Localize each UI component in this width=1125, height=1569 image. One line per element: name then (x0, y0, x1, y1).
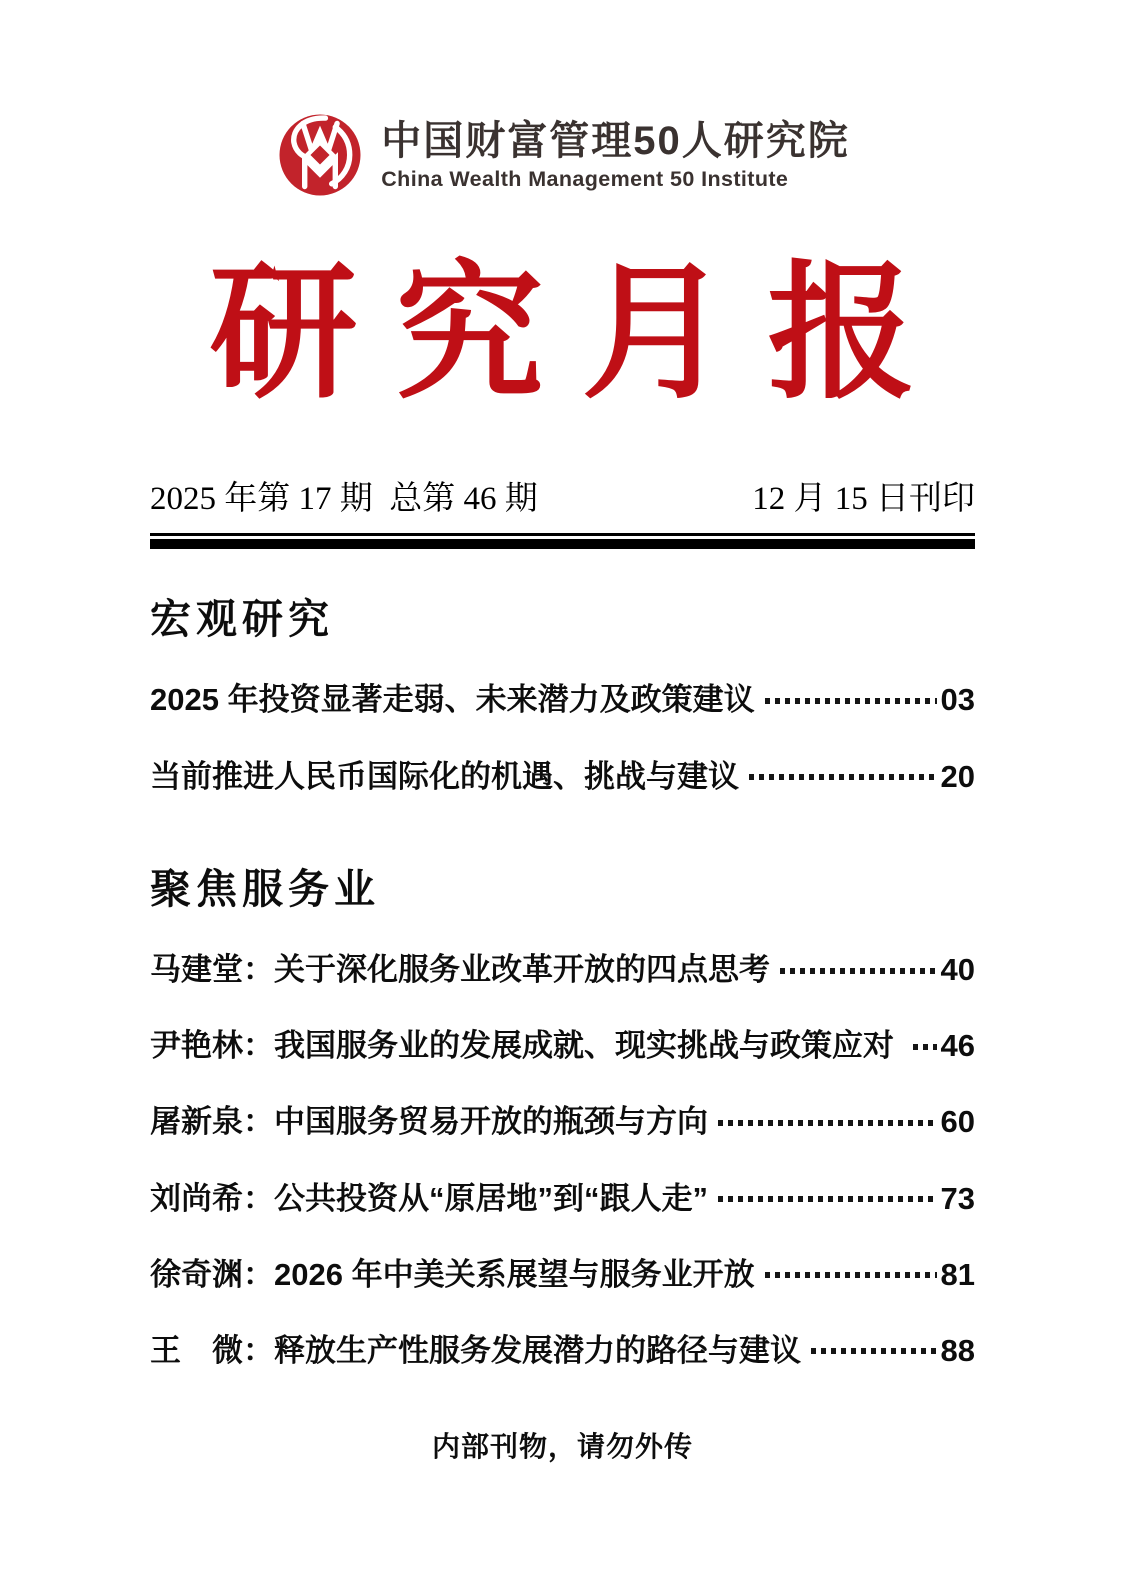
entry-page-number: 40 (940, 951, 975, 987)
entry-page-number: 03 (940, 682, 975, 718)
toc-entry (150, 1180, 975, 1217)
entry-title: 屠新泉：中国服务贸易开放的瓶颈与方向 (150, 1104, 708, 1140)
entry-page-number: 60 (940, 1104, 975, 1140)
entry-page-number: 73 (940, 1180, 975, 1216)
org-names (381, 118, 850, 192)
toc-entry (150, 758, 975, 795)
publication-title: 研究月报 (209, 245, 954, 419)
dot-leader (718, 1120, 937, 1126)
toc-entry (150, 1256, 975, 1293)
toc-entry (150, 681, 975, 718)
entry-page-number: 88 (940, 1332, 975, 1368)
dot-leader (913, 1044, 937, 1050)
org-name-en: China Wealth Management 50 Institute (381, 167, 789, 191)
dot-leader (749, 774, 937, 780)
toc-entry (150, 1027, 975, 1064)
print-date: 12 月 15 日刊印 (752, 481, 975, 518)
dot-leader (811, 1348, 937, 1354)
cwm50-logo-icon (275, 110, 365, 200)
dot-leader (780, 968, 937, 974)
dot-leader (765, 698, 937, 704)
rule-thick (150, 539, 975, 549)
section-heading-services: 聚焦服务业 (150, 865, 380, 912)
entry-title: 刘尚希：公共投资从“原居地”到“跟人走” (150, 1180, 708, 1216)
toc-entry (150, 951, 975, 988)
confidentiality-note: 内部刊物，请勿外传 (431, 1431, 693, 1462)
entry-title: 尹艳林：我国服务业的发展成就、现实挑战与政策应对 (150, 1028, 903, 1064)
header-rules (150, 533, 975, 549)
section-heading-macro: 宏观研究 (150, 596, 334, 643)
entry-title: 徐奇渊：2026 年中美关系展望与服务业开放 (150, 1256, 755, 1292)
rule-thin (150, 533, 975, 536)
org-name-cn: 中国财富管理50人研究院 (381, 119, 850, 163)
table-of-contents (150, 597, 975, 1369)
entry-title: 马建堂：关于深化服务业改革开放的四点思考 (150, 951, 770, 987)
header (0, 0, 1125, 200)
entry-title: 王 微：释放生产性服务发展潜力的路径与建议 (150, 1332, 801, 1368)
entry-page-number: 81 (940, 1256, 975, 1292)
issue-number: 2025 年第 17 期 总第 46 期 (150, 481, 538, 518)
entry-page-number: 20 (940, 758, 975, 794)
issue-info-row (150, 472, 975, 519)
dot-leader (765, 1272, 937, 1278)
toc-entry (150, 1332, 975, 1369)
dot-leader (718, 1196, 937, 1202)
entry-title: 2025 年投资显著走弱、未来潜力及政策建议 (150, 682, 755, 718)
entry-page-number: 46 (940, 1028, 975, 1064)
toc-entry (150, 1103, 975, 1140)
entry-title: 当前推进人民币国际化的机遇、挑战与建议 (150, 758, 739, 794)
